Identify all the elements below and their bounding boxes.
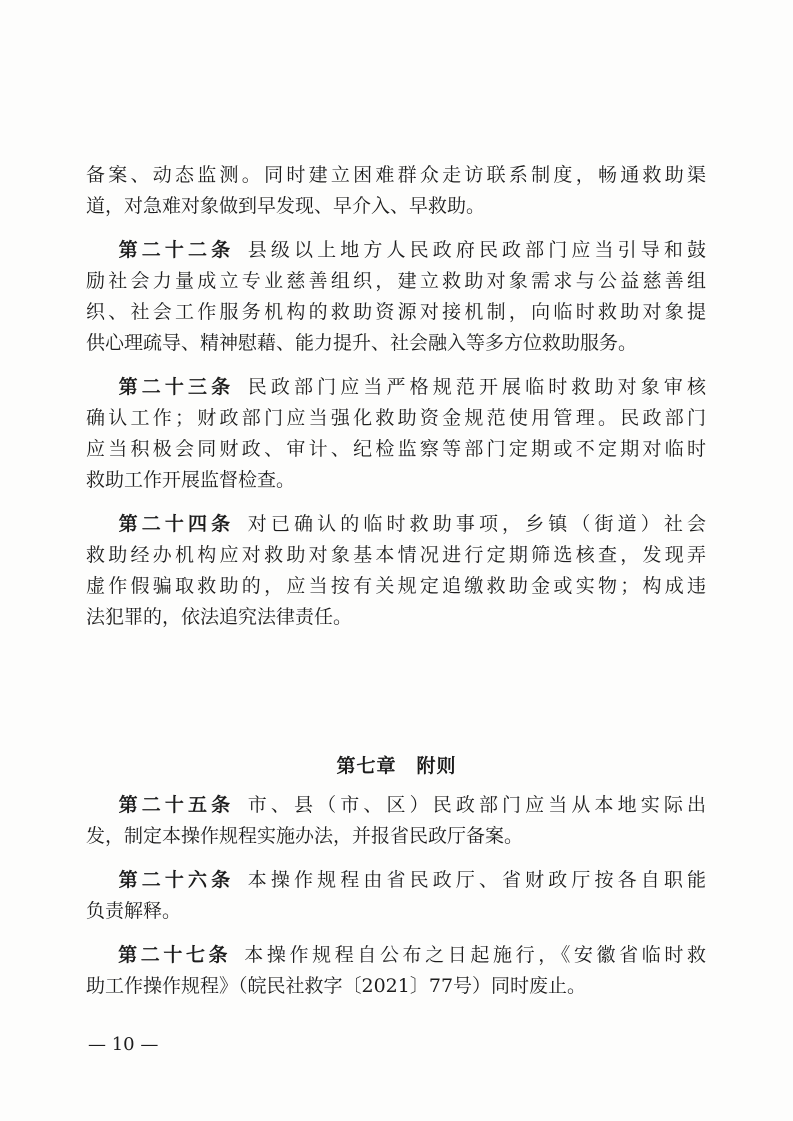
paragraph-line: 负责解释。 [86,900,182,922]
article-25-first-line [86,790,706,821]
paragraph-line: 织、社会工作服务机构的救助资源对接机制，向临时救助对象提 [86,301,706,323]
paragraph-line: 供心理疏导、精神慰藉、能力提升、社会融入等多方位救助服务。 [86,332,638,354]
paragraph-line: 虚作假骗取救助的，应当按有关规定追缴救助金或实物；构成违 [86,575,706,597]
chapter-title: 第七章 附则 [336,755,457,777]
article-22-title: 第二十二条 [114,239,235,261]
paragraph-line: 确认工作；财政部门应当强化救助资金规范使用管理。民政部门 [86,407,706,429]
article-23-title: 第二十三条 [114,376,235,398]
article-25-title: 第二十五条 [114,794,235,816]
paragraph-line: 应当积极会同财政、审计、纪检监察等部门定期或不定期对临时 [86,438,706,460]
article-26-first-line [86,865,706,896]
paragraph-line: 救助经办机构应对救助对象基本情况进行定期筛选核查，发现弄 [86,544,706,566]
article-24-title: 第二十四条 [114,513,235,535]
paragraph-line: 励社会力量成立专业慈善组织，建立救助对象需求与公益慈善组 [86,270,706,292]
article-22-first-line [86,235,706,266]
article-27-title: 第二十七条 [114,944,232,966]
article-26-text: 本操作规程由省民政厅、省财政厅按各自职能 [243,869,706,891]
paragraph-line: 助工作操作规程》（皖民社救字〔2021〕77号）同时废止。 [86,975,587,997]
paragraph-line: 备案、动态监测。同时建立困难群众走访联系制度，畅通救助渠 [86,164,706,186]
article-23-first-line [86,372,706,403]
article-24-first-line [86,509,706,540]
page-number: — 10 — [88,1034,159,1055]
article-25-text: 市、县（市、区）民政部门应当从本地实际出 [243,794,706,816]
article-24-text: 对已确认的临时救助事项，乡镇（街道）社会 [243,513,706,535]
paragraph-line: 救助工作开展监督检查。 [86,469,296,491]
paragraph-line: 道，对急难对象做到早发现、早介入、早救助。 [86,195,486,217]
article-26-title: 第二十六条 [114,869,235,891]
paragraph-line: 法犯罪的，依法追究法律责任。 [86,606,353,628]
article-27-first-line [86,940,706,971]
article-22-text: 县级以上地方人民政府民政部门应当引导和鼓 [243,239,706,261]
article-27-text: 本操作规程自公布之日起施行，《安徽省临时救 [240,944,706,966]
upper-text-block [86,160,706,633]
lower-text-block [86,790,706,1002]
article-23-text: 民政部门应当严格规范开展临时救助对象审核 [243,376,706,398]
paragraph-line: 发，制定本操作规程实施办法，并报省民政厅备案。 [86,825,524,847]
